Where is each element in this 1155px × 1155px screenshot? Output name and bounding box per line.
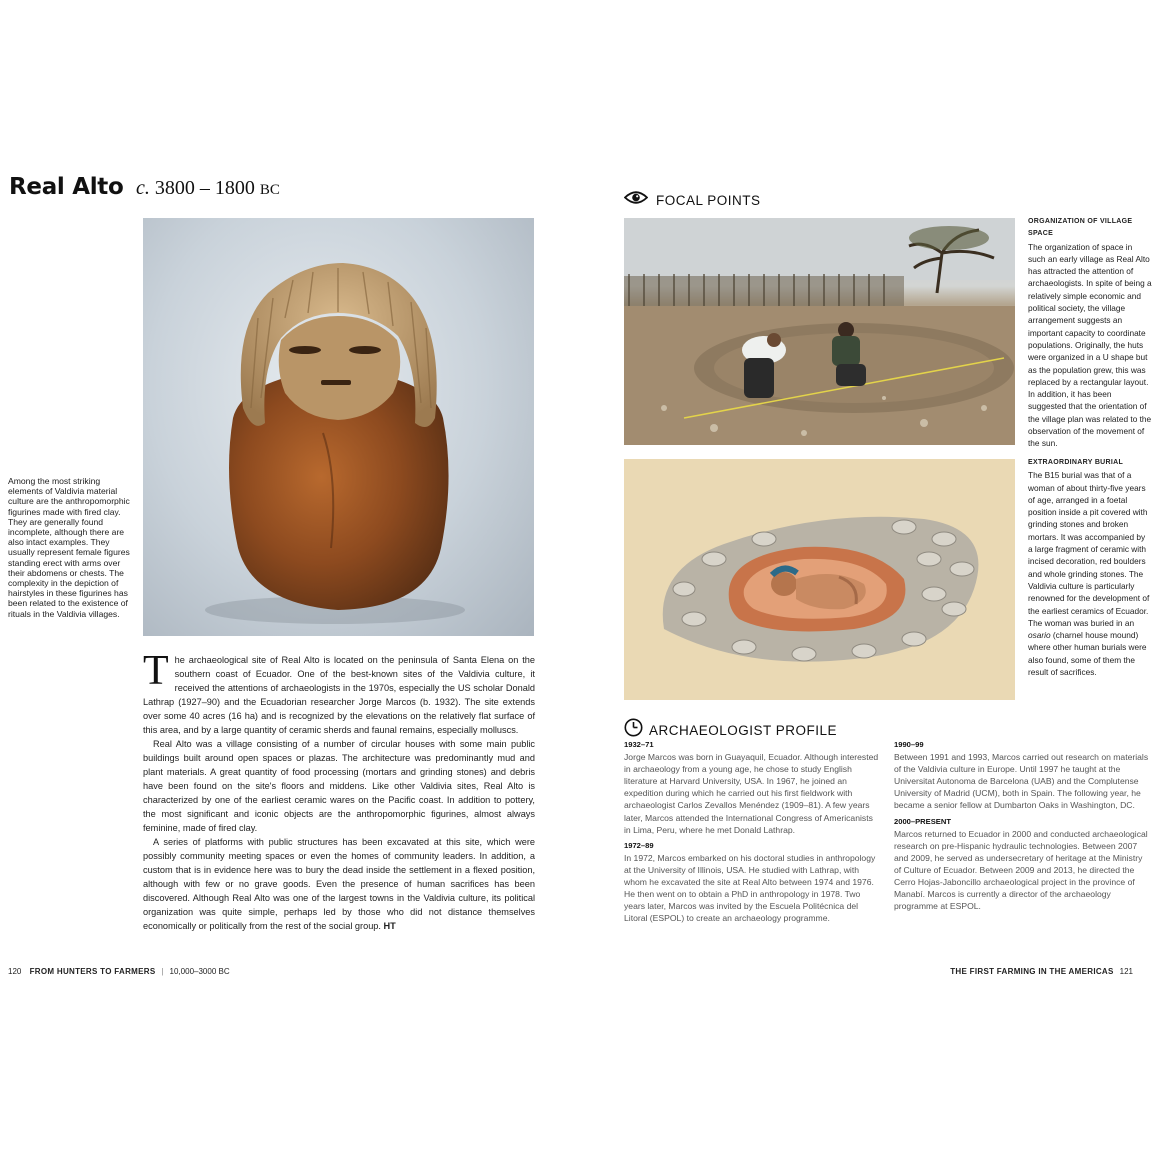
date-prefix: c. [135, 177, 150, 199]
paragraph-1-text: he archaeological site of Real Alto is located on the peninsula of Santa Elena on the southern coast of Ecuador. One of the best-known sites of the Valdivia culture, it received the attentions of archaeologists in the 1970s, especially the US scholar Donald Lathrap (1927–90) and the Ecuadorian researcher Jorge Marcos (b. 1932). The site extends over some 40 acres (16 ha) and is recognized by the elevations on the relatively flat surface of this area, and by a large quantity of ceramic sherds and faunal remains, especially molluscs. [143, 655, 535, 735]
folio-left [8, 967, 230, 976]
eye-icon [624, 190, 648, 210]
figurine-image [143, 218, 534, 636]
paragraph-3-text: A series of platforms with public structures has been excavated at this site, which were possibly community meeting spaces or even the homes of community leaders. In addition, a custom that is in evidence here was to bury the dead inside the settlement in a flexed position, although with few or no grave goods. Even the presence of human sacrifices has been discovered. Although Real Alto was one of the largest towns in the Valdivia culture, its political organization was quite simple, perhaps led by those who did not distance themselves economically or politically from the rest of the social group. [143, 837, 535, 931]
figurine-caption: Among the most striking elements of Valdivia material culture are the anthropomorphic figurines made with fired clay. They are generally found incomplete, although there are also intact examples. They usually represent female figures standing erect with arms over their abdomens or chests. The complexity in the depiction of hairstyles in these figurines has been related to the existence of rituals in the Valdivia villages. [8, 476, 130, 619]
sidebar-burial-text-a: The B15 burial was that of a woman of about thirty-five years of age, arranged in a foetal position inside a pit covered with grinding stones and broken mortars. It was accompanied by a large fragment of ceramic with incised decoration, red boulders and whole grinding stones. The Valdivia culture is particularly renowned for the development of the earliest ceramics of Ecuador. The woman was buried in an [1028, 470, 1150, 628]
sidebar-village-space [1028, 216, 1152, 450]
page-title [9, 174, 280, 200]
article-paragraph-1 [143, 648, 535, 737]
folio-right [950, 967, 1133, 976]
sidebar-burial-italic: osario [1028, 630, 1051, 641]
drop-cap: T [143, 648, 169, 694]
timeline-year: 2000–PRESENT [894, 816, 951, 826]
timeline-year: 1990–99 [894, 740, 924, 749]
sidebar-burial-text-b: (charnel house mound) where other human burials were also found, some of them the result of sacrifices. [1028, 630, 1147, 678]
folio-range: 10,000–3000 BC [169, 967, 230, 976]
timeline-right-column [894, 739, 1150, 914]
burial-illustration [624, 459, 1015, 700]
excavation-image [624, 218, 1015, 445]
timeline-entry: Jorge Marcos was born in Guayaquil, Ecuador. Although interested in archaeology from a young age, he chose to study English literature at Harvard University, USA. In 1967, he joined an expedition during which he carried out his first fieldwork with archaeologist Carlos Zevallos Menéndez (1909–81). A few years later, Marcos attended the International Congress of Americanists in Lima, Peru, where he met Donald Lathrap. [624, 752, 879, 835]
sidebar-village-space-heading: ORGANIZATION OF VILLAGE SPACE [1028, 218, 1133, 238]
sidebar-burial [1028, 457, 1152, 678]
article-paragraph-2: Real Alto was a village consisting of a number of circular houses with some main public buildings built around open spaces or plazas. The architecture was predominantly mud and plant materials. A great quantity of food processing (mortars and grinding stones) and debris have been found on the site's floors and middens. Like other Valdivia sites, Real Alto is characterized by one of the earliest ceramic wares on the Pacific coast. In addition to pottery, the most significant and iconic objects are the anthropomorphic figurines, almost always feminine, made of fired clay. [143, 739, 535, 833]
timeline-entry: Marcos returned to Ecuador in 2000 and conducted archaeological research on pre-Hispanic hydraulic technologies. Between 2007 and 2009, he served as undersecretary of heritage at the Ministry of Culture of Ecuador. Between 2009 and 2013, he directed the Cerro Hojas-Jaboncillo archaeological project in the province of Manabí. Marcos is currently a director of the archaeology programme at ESPOL. [894, 828, 1148, 912]
sidebar-village-space-text: The organization of space in such an early village as Real Alto has attracted the attention of archaeologists. In spite of being a relatively simple economic and political society, the village arrangement suggests an important capacity to coordinate populations. Originally, the huts were organized in a U shape but as the population grew, this was replaced by a rectangular layout. In addition, it has been suggested that the orientation of the village plan was related to the observation of the movement of the sun. [1028, 241, 1152, 449]
folio-separator: | [161, 967, 164, 976]
focal-points-header [624, 190, 761, 210]
focal-points-label: FOCAL POINTS [656, 192, 761, 208]
folio-section-right: THE FIRST FARMING IN THE AMERICAS [950, 967, 1114, 976]
title-text: Real Alto [9, 174, 124, 200]
date-range: 3800 – 1800 [154, 177, 255, 199]
burial-drawing [624, 459, 1015, 700]
timeline-entry: In 1972, Marcos embarked on his doctoral studies in anthropology at the University of Illinois, USA. He studied with Lathrap, with whom he excavated the site at Real Alto between 1974 and 1976. He then went on to obtain a PhD in anthropology in 1978. Two years later, Marcos was invited by the Escuela Politécnica del Litoral (ESPOL) to create an archaeology programme. [624, 852, 876, 924]
title-date [136, 177, 280, 199]
archaeologist-profile-label: ARCHAEOLOGIST PROFILE [649, 722, 838, 738]
article-body [143, 648, 535, 933]
sidebar-burial-heading: EXTRAORDINARY BURIAL [1028, 459, 1124, 466]
excavation-photo [624, 218, 1015, 445]
figurine-photo [143, 218, 534, 636]
article-paragraph-3 [143, 835, 535, 933]
timeline-entry: Between 1991 and 1993, Marcos carried out research on materials of the Valdivia culture in Europe. Until 1997 he taught at the Universitat Autonoma de Barcelona (UAB) and the Complutense University of Madrid (UCM), both in Spain. The following year, he became a senior fellow at Dumbarton Oaks in Washington, DC. [894, 752, 1149, 811]
timeline-left-column [624, 739, 880, 926]
author-initials: HT [383, 921, 396, 931]
page-number-right: 121 [1119, 967, 1133, 976]
timeline-year: 1932–71 [624, 740, 654, 749]
timeline-year: 1972–89 [624, 840, 654, 850]
date-era: BC [259, 182, 280, 198]
folio-section-left: FROM HUNTERS TO FARMERS [29, 967, 156, 976]
page-number-left: 120 [8, 967, 22, 976]
